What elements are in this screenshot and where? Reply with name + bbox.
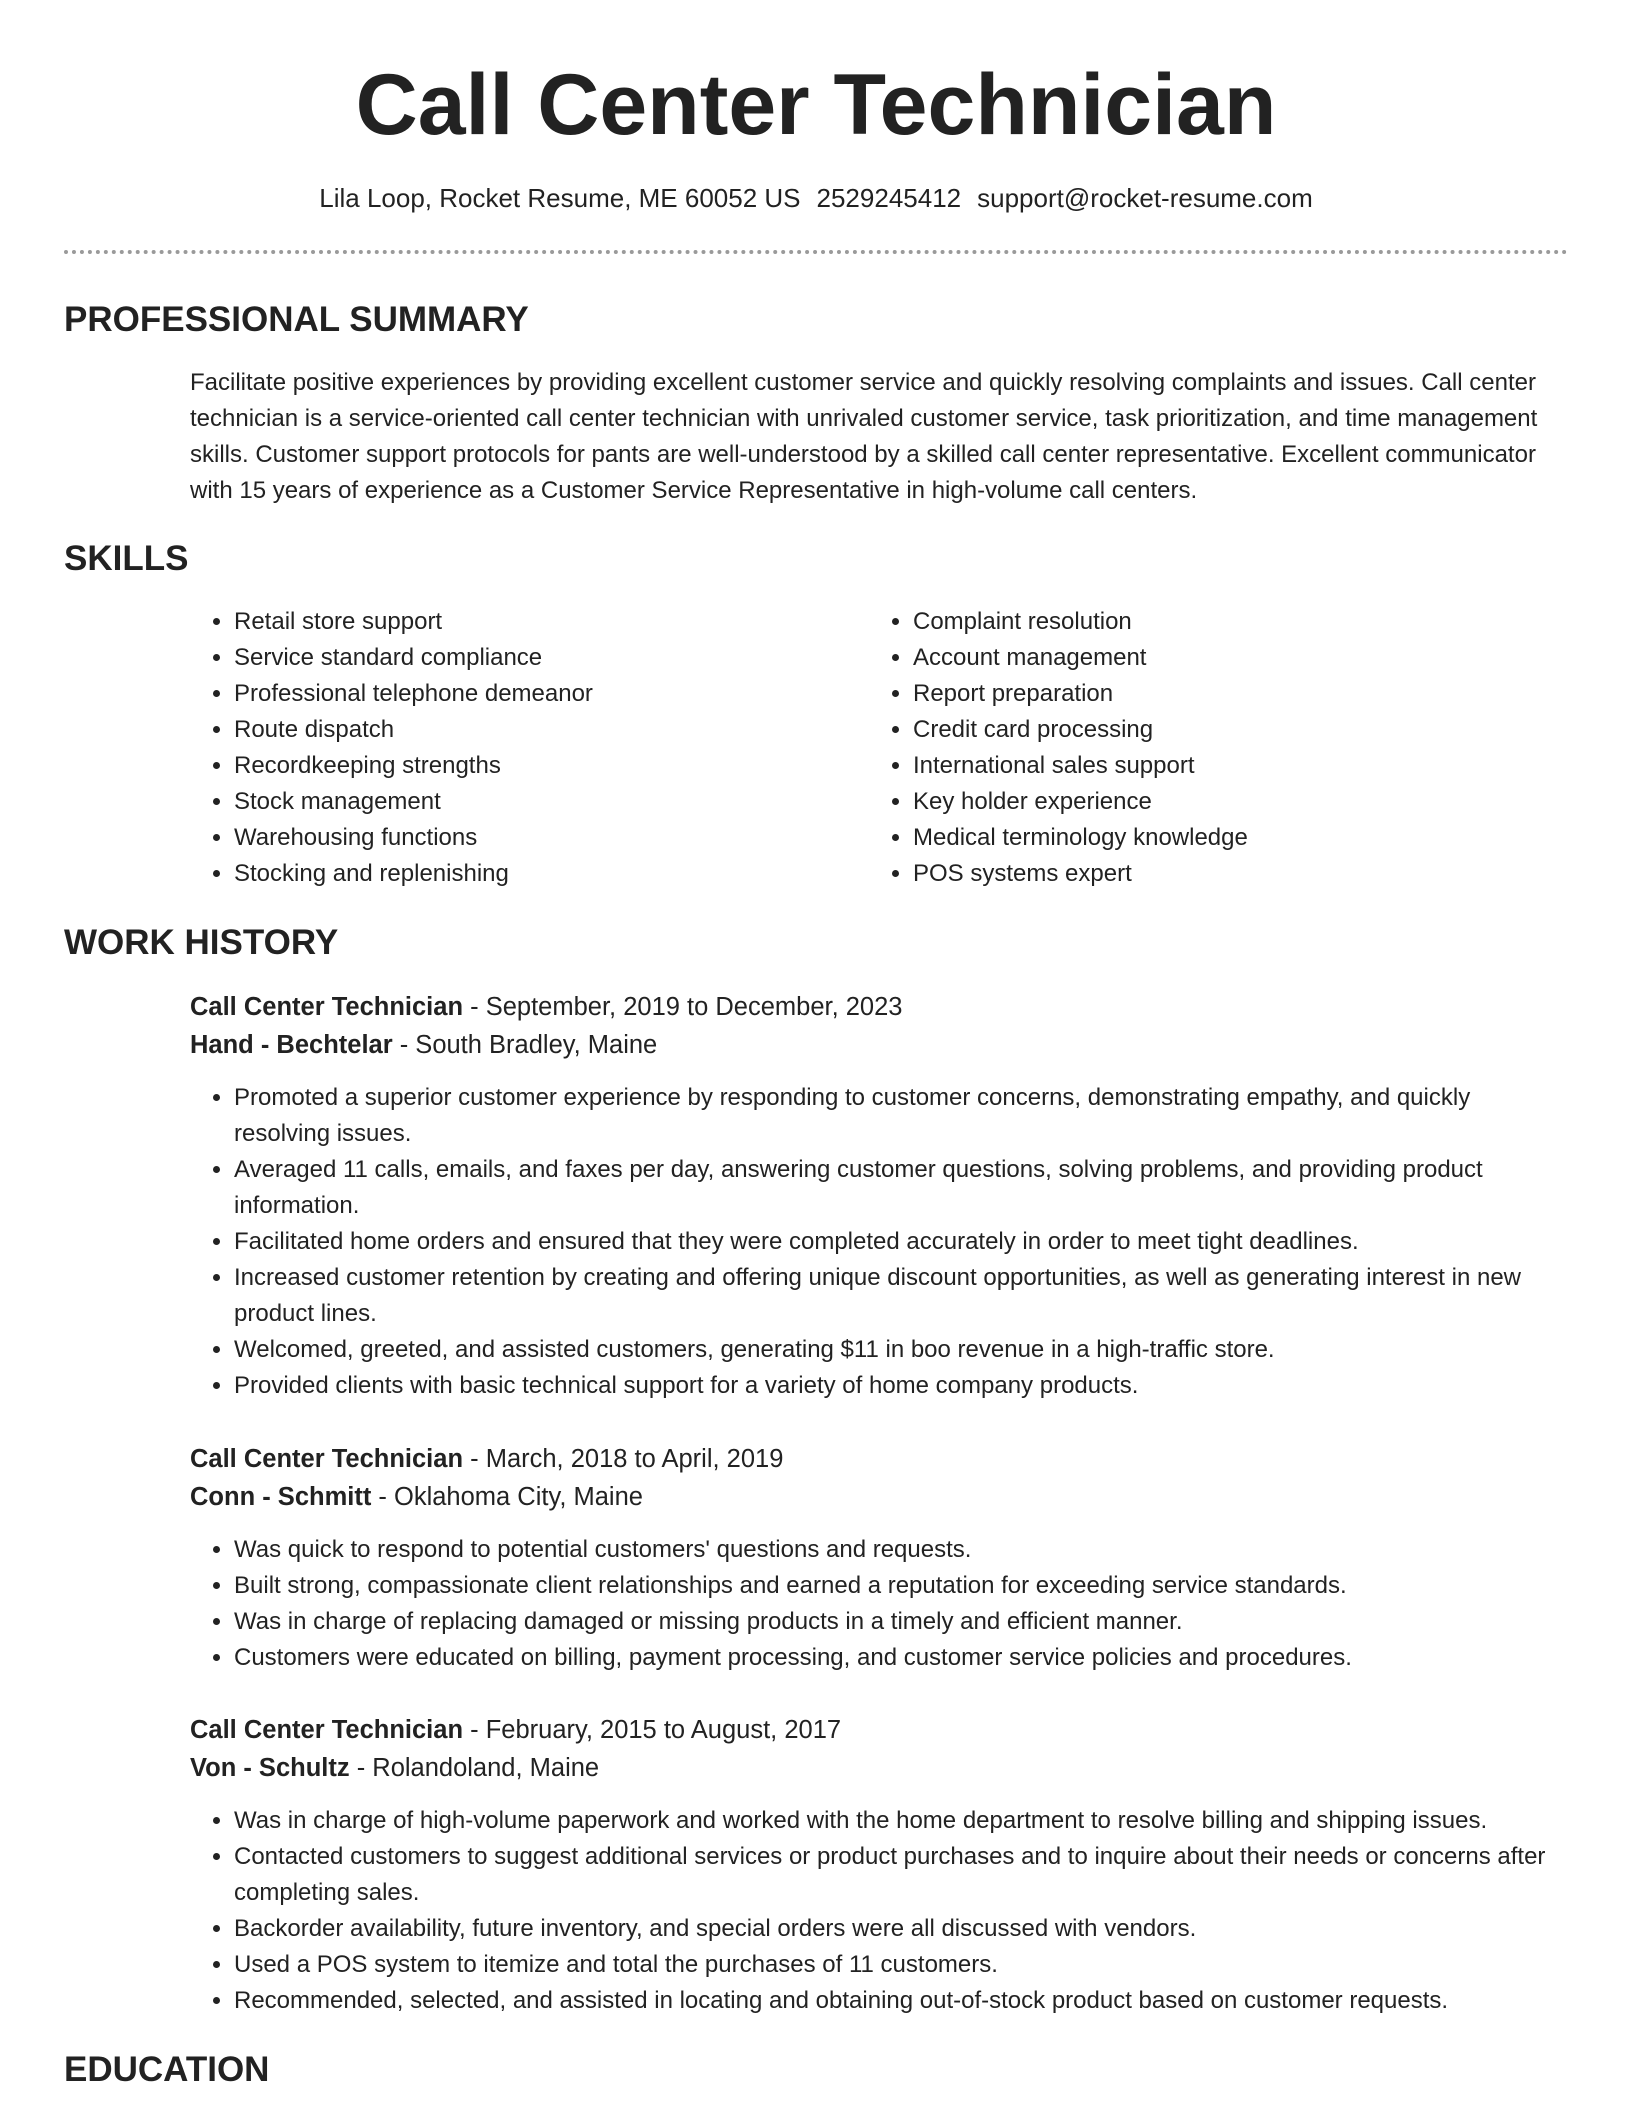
job-company: Conn - Schmitt: [190, 1483, 372, 1511]
job-title: Call Center Technician: [190, 1716, 464, 1744]
work-history-heading: WORK HISTORY: [64, 923, 339, 962]
job-dates: - February, 2015 to August, 2017: [470, 1716, 842, 1744]
contact-address: Lila Loop, Rocket Resume, ME 60052 US: [319, 183, 801, 213]
skill-item: • Warehousing functions: [234, 820, 830, 856]
job-company-line: [190, 1478, 1570, 1516]
job-duty: • Used a POS system to itemize and total the purchases of 11 customers.: [234, 1947, 1570, 1983]
skill-item: • Key holder experience: [913, 784, 1509, 820]
job-duty: • Facilitated home orders and ensured that they were completed accurately in order to meet tight deadlines.: [234, 1224, 1570, 1260]
skills-list-right: [869, 604, 1509, 892]
job-title-line: [190, 1440, 1570, 1478]
contact-email: support@rocket-resume.com: [977, 183, 1313, 213]
job-duty: • Backorder availability, future inventory, and special orders were all discussed with vendors.: [234, 1911, 1570, 1947]
skill-item: • Recordkeeping strengths: [234, 748, 830, 784]
job-duties: [190, 1803, 1570, 2019]
job-title-line: [190, 1711, 1570, 1749]
skill-item: • Retail store support: [234, 604, 830, 640]
job-duty: • Built strong, compassionate client relationships and earned a reputation for exceeding service standards.: [234, 1568, 1570, 1604]
job-duty: • Welcomed, greeted, and assisted customers, generating $11 in boo revenue in a high-traffic store.: [234, 1332, 1570, 1368]
skills-heading: SKILLS: [64, 539, 189, 578]
job-duties: [190, 1080, 1570, 1404]
job-location: - Oklahoma City, Maine: [378, 1483, 643, 1511]
skill-item: • Stocking and replenishing: [234, 856, 830, 892]
summary-heading: PROFESSIONAL SUMMARY: [64, 300, 529, 339]
job-company: Hand - Bechtelar: [190, 1031, 393, 1059]
job-duty: • Provided clients with basic technical support for a variety of home company products.: [234, 1368, 1570, 1404]
job-duty: • Recommended, selected, and assisted in locating and obtaining out-of-stock product based on customer requests.: [234, 1983, 1570, 2019]
skill-item: • POS systems expert: [913, 856, 1509, 892]
job-company: Von - Schultz: [190, 1754, 350, 1782]
skill-item: • Credit card processing: [913, 712, 1509, 748]
skill-item: • Service standard compliance: [234, 640, 830, 676]
job-company-line: [190, 1749, 1570, 1787]
job-duty: • Was in charge of replacing damaged or missing products in a timely and efficient manner.: [234, 1604, 1570, 1640]
skill-item: • International sales support: [913, 748, 1509, 784]
skill-item: • Report preparation: [913, 676, 1509, 712]
skill-item: • Medical terminology knowledge: [913, 820, 1509, 856]
job-duties: [190, 1532, 1570, 1676]
job-entry: [190, 1711, 1570, 2019]
contact-phone: 2529245412: [816, 183, 962, 213]
job-title-line: [190, 988, 1570, 1026]
job-duty: • Was quick to respond to potential customers' questions and requests.: [234, 1532, 1570, 1568]
skills-list-left: [190, 604, 830, 892]
job-duty: • Contacted customers to suggest additional services or product purchases and to inquire about their needs or concerns after completing sales.: [234, 1839, 1570, 1911]
job-duty: • Increased customer retention by creating and offering unique discount opportunities, as well as generating interest in new product lines.: [234, 1260, 1570, 1332]
job-company-line: [190, 1026, 1570, 1064]
skill-item: • Complaint resolution: [913, 604, 1509, 640]
skills-column-left: [190, 604, 830, 892]
resume-title: Call Center Technician: [355, 57, 1277, 153]
education-heading: EDUCATION: [64, 2050, 270, 2089]
job-location: - South Bradley, Maine: [399, 1031, 658, 1059]
contact-line: [0, 180, 1632, 216]
job-title: Call Center Technician: [190, 993, 464, 1021]
job-duty: • Was in charge of high-volume paperwork and worked with the home department to resolve billing and shipping issues.: [234, 1803, 1570, 1839]
job-location: - Rolandoland, Maine: [356, 1754, 600, 1782]
skill-item: • Professional telephone demeanor: [234, 676, 830, 712]
skill-item: • Account management: [913, 640, 1509, 676]
job-duty: • Customers were educated on billing, payment processing, and customer service policies and procedures.: [234, 1640, 1570, 1676]
job-entry: [190, 1440, 1570, 1676]
job-entry: [190, 988, 1570, 1404]
job-duty: • Averaged 11 calls, emails, and faxes per day, answering customer questions, solving problems, and providing product information.: [234, 1152, 1570, 1224]
skill-item: • Stock management: [234, 784, 830, 820]
job-title: Call Center Technician: [190, 1445, 464, 1473]
header-divider: [64, 250, 1568, 254]
job-dates: - September, 2019 to December, 2023: [470, 993, 903, 1021]
skill-item: • Route dispatch: [234, 712, 830, 748]
job-dates: - March, 2018 to April, 2019: [470, 1445, 784, 1473]
summary-text: Facilitate positive experiences by providing excellent customer service and quickly resolving complaints and issues. Call center technician is a service-oriented call center technician with unrivaled customer service, task prioritization, and time management skills. Customer support protocols for pants are well-understood by a skilled call center representative. Excellent communicator with 15 years of experience as a Customer Service Representative in high-volume call centers.: [190, 369, 1538, 504]
skills-column-right: [869, 604, 1509, 892]
job-duty: • Promoted a superior customer experience by responding to customer concerns, demonstrating empathy, and quickly resolving issues.: [234, 1080, 1570, 1152]
